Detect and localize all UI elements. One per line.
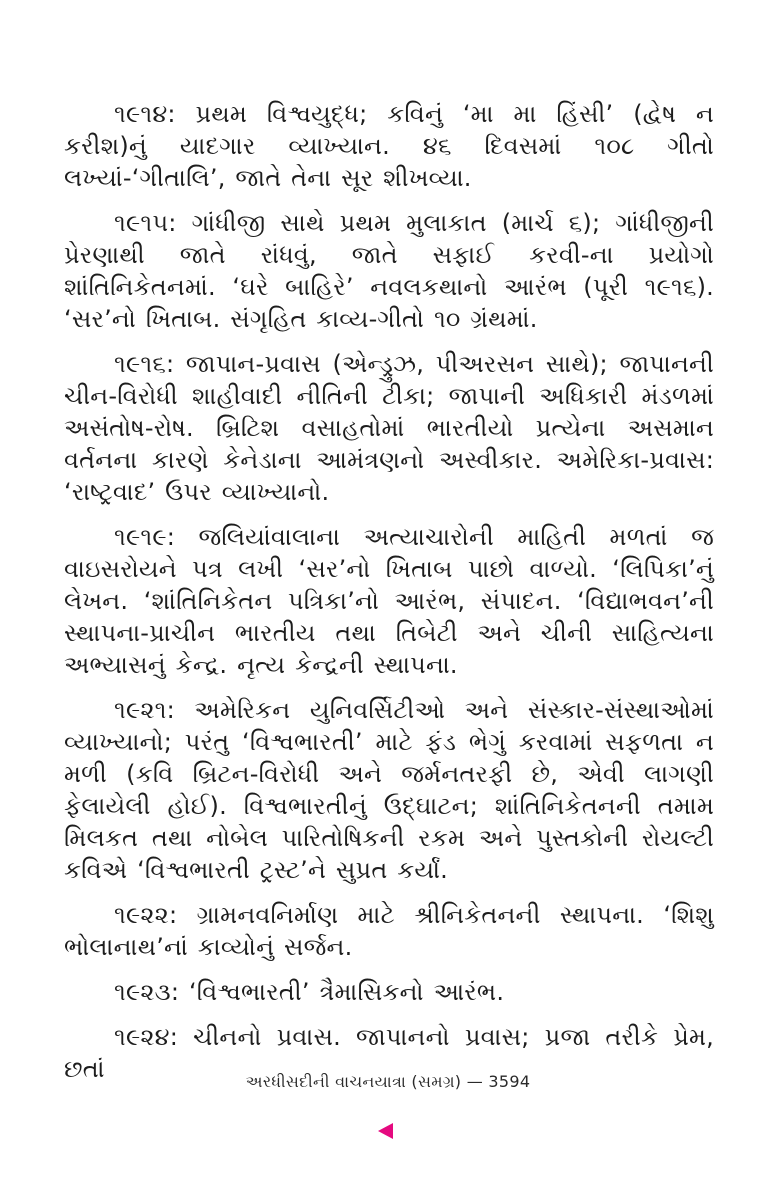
paragraph-1922: ૧૯૨૨: ગ્રામનવનિર્માણ માટે શ્રીનિકેતનની સ્થાપના. ‘શિશુ ભોલાનાથ’નાં કાવ્યોનું સર્જન. [64,901,714,961]
paragraph-1923: ૧૯૨૩: ‘વિશ્વભારતી’ ત્રૈમાસિકનો આરંભ. [114,978,505,1006]
running-footer [0,1072,776,1092]
paragraph-1919: ૧૯૧૯: જલિયાંવાલાના અત્યાચારોની માહિતી મળતાં જ વાઇસરોયને પત્ર લખી ‘સર’નો ખિતાબ પાછો વાળ્યો. ‘લિપિકા’નું લેખન. ‘શાંતિનિકેતન પત્રિકા’નો આરંભ, સંપાદન. ‘વિદ્યાભવન’ની સ્થાપના-પ્રાચીન ભારતીય તથા તિબેટી અને ચીની સાહિત્યના અભ્યાસનું કેન્દ્ર. નૃત્ય કેન્દ્રની સ્થાપના. [64,523,714,679]
left-triangle-icon [378,1123,393,1139]
paragraph-1924: ૧૯૨૪: ચીનનો પ્રવાસ. જાપાનનો પ્રવાસ; પ્રજા તરીકે પ્રેમ, છતાં [64,1023,714,1083]
paragraph-1915: ૧૯૧૫: ગાંધીજી સાથે પ્રથમ મુલાકાત (માર્ચ ૬); ગાંધીજીની પ્રેરણાથી જાતે રાંધવું, જાતે સફાઈ કરવી-ના પ્રયોગો શાંતિનિકેતનમાં. ‘ઘરે બાહિરે’ નવલકથાનો આરંભ (પૂરી ૧૯૧૬). ‘સર’નો ખિતાબ. સંગૃહિત કાવ્ય-ગીતો ૧૦ ગ્રંથમાં. [64,209,714,333]
paragraph-1914: ૧૯૧૪: પ્રથમ વિશ્વયુદ્ધ; કવિનું ‘મા મા હિંસી’ (દ્વેષ ન કરીશ)નું યાદગાર વ્યાખ્યાન. ૪૬ દિવસમાં ૧૦૮ ગીતો લખ્યાં-‘ગીતાલિ’, જાતે તેના સૂર શીખવ્યા. [64,100,714,192]
footer-text: અરધીસદીની વાચનયાત્રા (સમગ્ર) — 3594 [245,1072,531,1091]
paragraph-1921: ૧૯૨૧: અમેરિકન યુનિવર્સિટીઓ અને સંસ્કાર-સંસ્થાઓમાં વ્યાખ્યાનો; પરંતુ ‘વિશ્વભારતી’ માટે ફંડ ભેગું કરવામાં સફળતા ન મળી (કવિ બ્રિટન-વિરોધી અને જર્મનતરફી છે, એવી લાગણી ફેલાયેલી હોઈ). વિશ્વભારતીનું ઉદ્ઘાટન; શાંતિનિકેતનની તમામ મિલકત તથા નોબેલ પારિતોષિકની રકમ અને પુસ્તકોની રોયલ્ટી કવિએ ‘વિશ્વભારતી ટ્રસ્ટ’ને સુપ્રત કર્યાં. [64,696,714,884]
page-body [64,98,714,1098]
paragraph-1916: ૧૯૧૬: જાપાન-પ્રવાસ (એન્ડ્રુઝ, પીઅરસન સાથે); જાપાનની ચીન-વિરોધી શાહીવાદી નીતિની ટીકા; જાપાની અધિકારી મંડળમાં અસંતોષ-રોષ. બ્રિટિશ વસાહતોમાં ભારતીયો પ્રત્યેના અસમાન વર્તનના કારણે કેનેડાના આમંત્રણનો અસ્વીકાર. અમેરિકા-પ્રવાસ: ‘રાષ્ટ્રવાદ’ ઉપર વ્યાખ્યાનો. [64,350,714,506]
